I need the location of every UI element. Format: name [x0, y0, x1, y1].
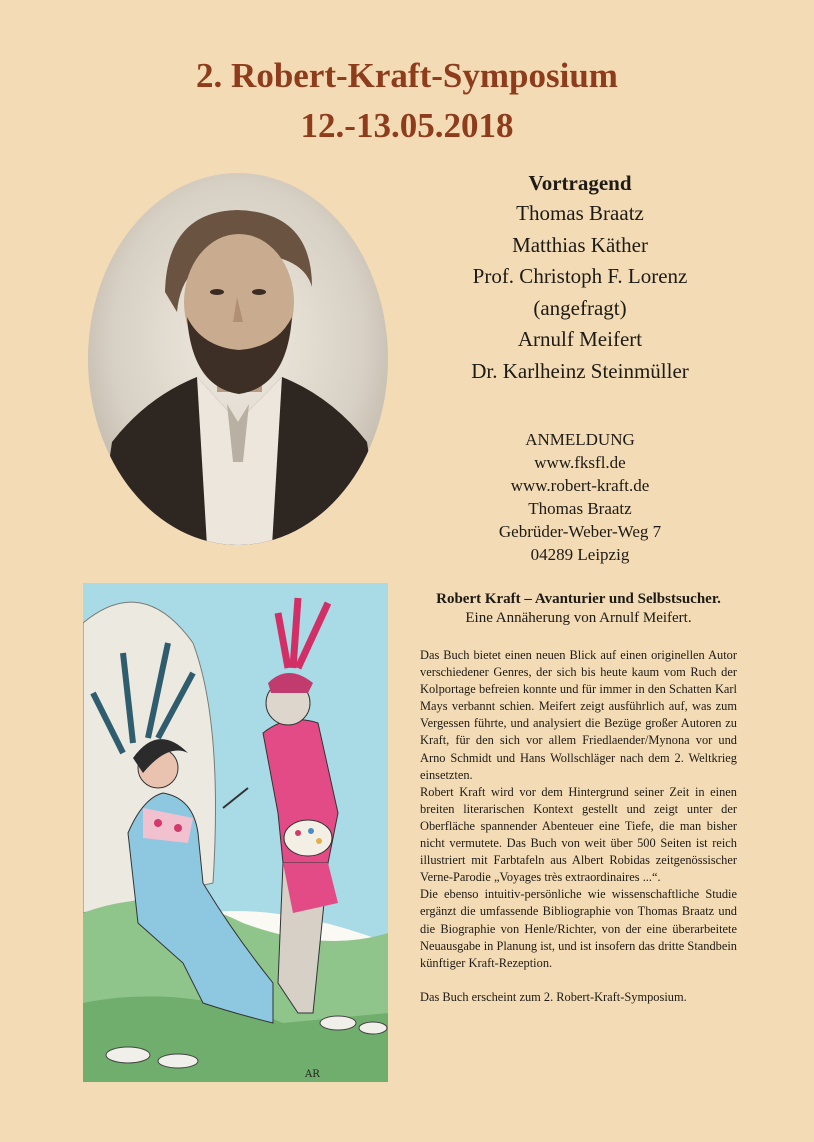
website-link[interactable]: www.robert-kraft.de [510, 476, 650, 495]
speakers-section [430, 168, 730, 387]
illustration-signature: AR [305, 1069, 320, 1080]
book-paragraph: Das Buch bietet einen neuen Blick auf einen originellen Autor verschiedener Genres, der sich bis heute kaum vom Ruch der Kolportage befreien konnte und für immer in den Schatten Karl Mays verbannt schien. Meifert zeigt ausführlich auf, was zum Vergessen führte, und analysiert die Bezüge großer Autoren zu Kraft, für den sich vor allem Friedlaender/Mynona vor und Arno Schmidt und Hans Wollschläger nach dem 2. Weltkrieg einsetzten. [420, 648, 737, 782]
speakers-heading: Vortragend [528, 171, 632, 195]
page-title: 2. Robert-Kraft-Symposium [196, 56, 618, 95]
speaker-name: Arnulf Meifert [517, 327, 643, 351]
speaker-name: Thomas Braatz [516, 201, 644, 225]
book-description [420, 590, 737, 1006]
book-subtitle: Eine Annäherung von Arnulf Meifert. [465, 610, 692, 626]
address-street: Gebrüder-Weber-Weg 7 [498, 522, 662, 541]
website-link[interactable]: www.fksfl.de [534, 453, 626, 472]
address-city: 04289 Leipzig [530, 545, 630, 564]
registration-heading: ANMELDUNG [525, 430, 635, 449]
contact-name: Thomas Braatz [528, 499, 632, 518]
book-illustration [83, 583, 388, 1082]
book-title: Robert Kraft – Avanturier und Selbstsucher. [436, 591, 721, 607]
speaker-name: Matthias Käther [512, 232, 648, 257]
speaker-note: (angefragt) [533, 295, 627, 320]
speaker-name: Prof. Christoph F. Lorenz [472, 264, 688, 288]
speaker-name: Dr. Karlheinz Steinmüller [471, 358, 689, 383]
event-dates: 12.-13.05.2018 [300, 106, 514, 145]
book-paragraph: Die ebenso intuitiv-persönliche wie wissenschaftliche Studie ergänzt die umfassende Bibliographie von Thomas Braatz und die Biographie von Henle/Richter, von der eine überarbeitete Neuausgabe in Planung ist, und ist insofern das dritte Standbein künftiger Kraft-Rezeption. [420, 887, 737, 970]
book-paragraph: Robert Kraft wird vor dem Hintergrund seiner Zeit in einen breiten literarischen Kontext gestellt und zeigt unter der Oberfläche spannender Abenteuer eine Tiefe, die man bisher nicht vermutete. Das Buch von weit über 500 Seiten ist reich illustriert mit Farbtafeln aus Albert Robidas zeitgenössischer Verne-Parodie „Voyages très extraordinaires ...“. [420, 784, 737, 885]
portrait-photo [87, 172, 389, 546]
book-closing: Das Buch erscheint zum 2. Robert-Kraft-Symposium. [420, 989, 687, 1004]
registration-section [440, 428, 720, 566]
